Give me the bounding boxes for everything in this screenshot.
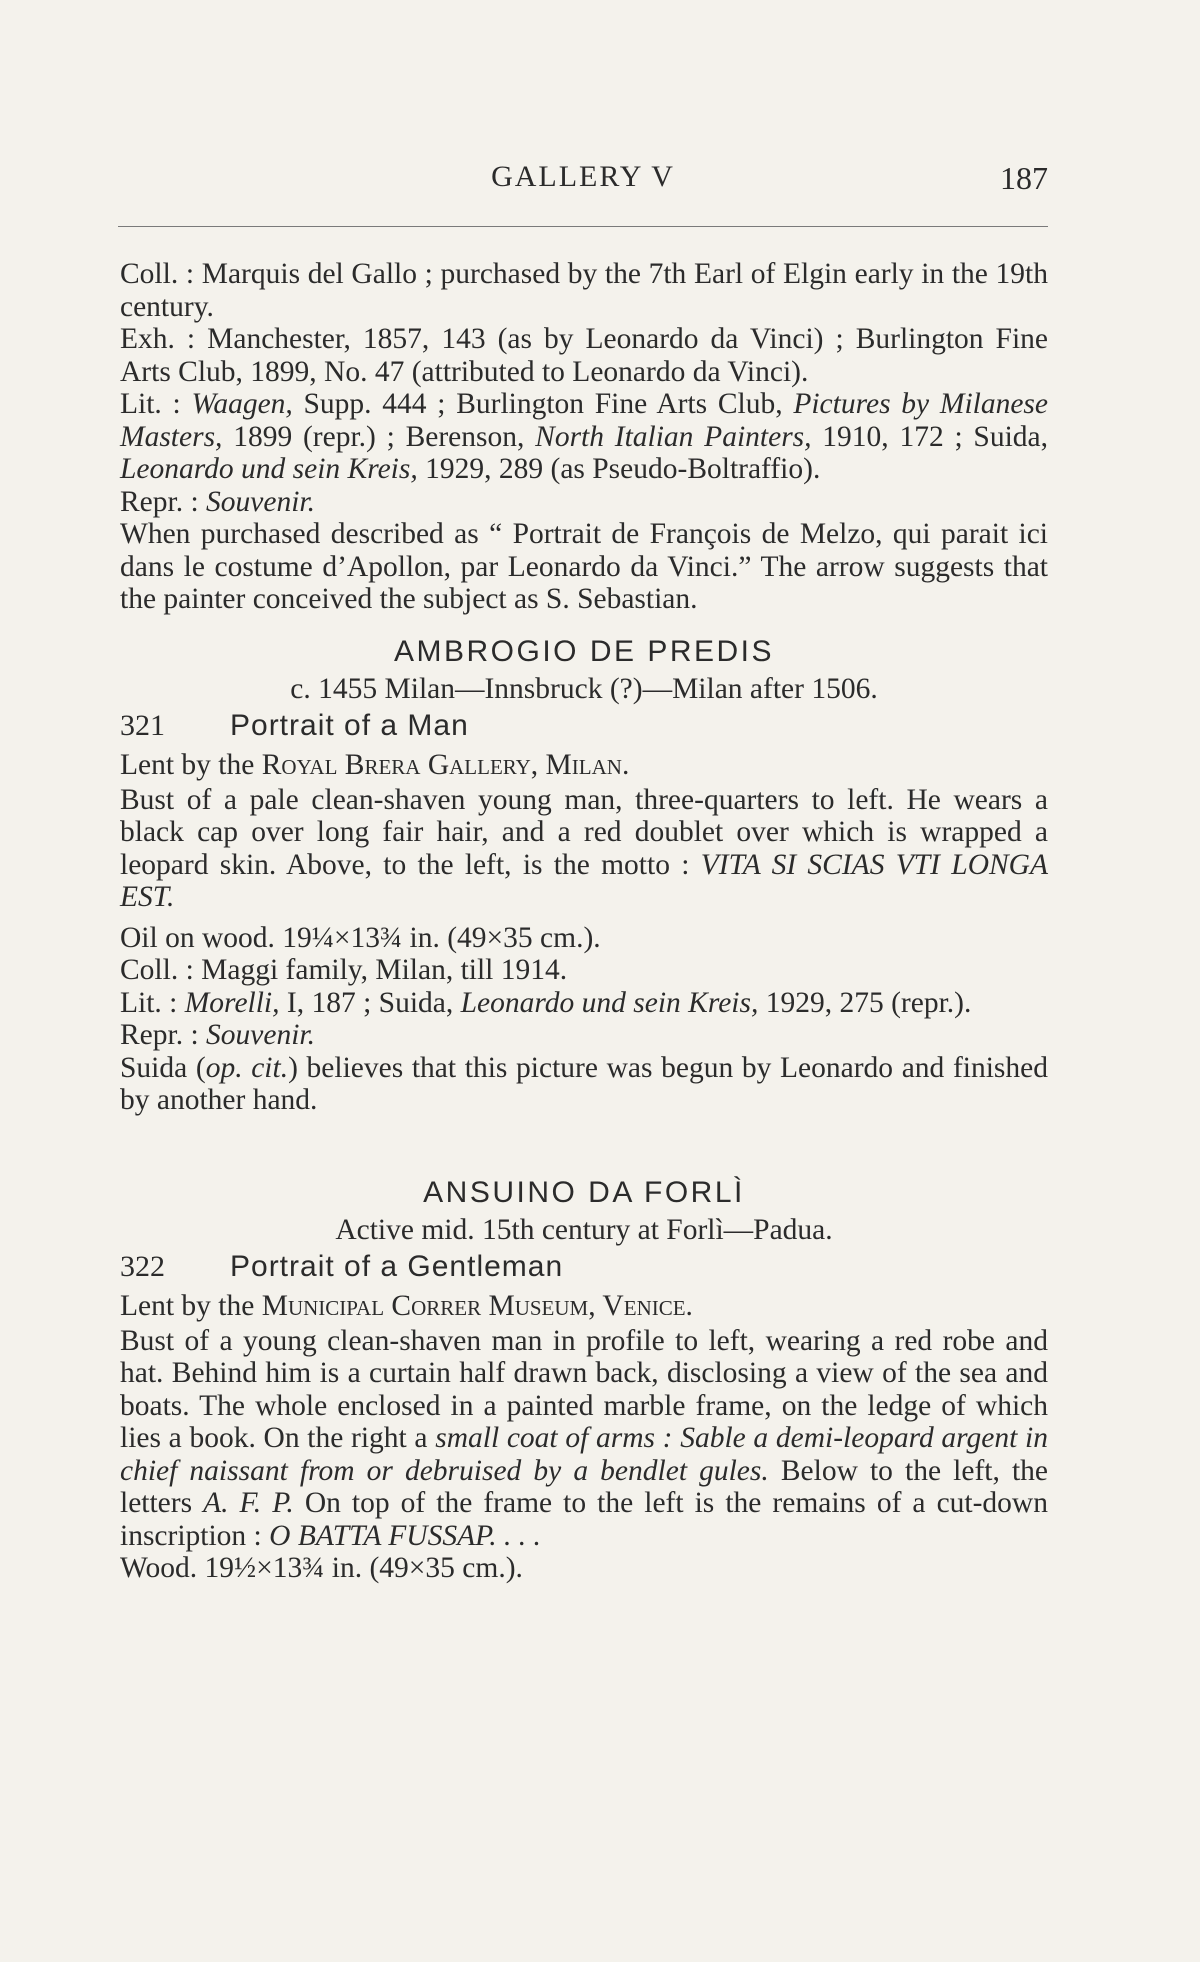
lent-by-line: Lent by the Royal Brera Gallery, Milan. (120, 748, 630, 781)
medium-line: Wood. 19½×13¾ in. (49×35 cm.). (120, 1552, 523, 1584)
medium-line: Oil on wood. 19¼×13¾ in. (49×35 cm.). (120, 921, 601, 954)
lit-line: Lit. : Morelli, I, 187 ; Suida, Leonardo und sein Kreis, 1929, 275 (repr.). (120, 986, 972, 1019)
page-body (120, 258, 1048, 1585)
coll-line: Coll. : Marquis del Gallo ; purchased by the 7th Earl of Elgin early in the 19th century. (120, 258, 1048, 323)
running-head: GALLERY V (491, 160, 675, 193)
artist-dates: c. 1455 Milan—Innsbruck (?)—Milan after 1506. (290, 672, 878, 705)
lent-by-line: Lent by the Municipal Correr Museum, Venice. (120, 1289, 693, 1322)
repr-line: Repr. : Souvenir. (120, 1019, 316, 1051)
artist-heading: ANSUINO DA FORLÌ (423, 1175, 745, 1209)
header-rule (118, 226, 1048, 227)
page-header (118, 160, 1048, 220)
catalogue-number: 321 (120, 708, 165, 742)
description-paragraph: Bust of a pale clean-shaven young man, three-quarters to left. He wears a black cap over long fair hair, and a red doublet over which is wrapped a leopard skin. Above, to the left, is the motto : VITA SI SCIAS VTI LONGA EST. (120, 783, 1048, 913)
coll-line: Coll. : Maggi family, Milan, till 1914. (120, 954, 568, 986)
exh-line: Exh. : Manchester, 1857, 143 (as by Leonardo da Vinci) ; Burlington Fine Arts Club, 1899, No. 47 (attributed to Leonardo da Vinci). (120, 323, 1048, 388)
artwork-title: Portrait of a Man (230, 708, 469, 742)
description-paragraph: Bust of a young clean-shaven man in profile to left, wearing a red robe and hat. Behind him is a curtain half drawn back, disclosing a view of the sea and boats. The whole enclosed in a painted marble frame, on the ledge of which lies a book. On the right a small coat of arms : Sable a demi-leopard argent in chief naissant from or debruised by a bendlet gules. Below to the left, the letters A. F. P. On top of the frame to the left is the remains of a cut-down inscription : O BATTA FUSSAP. . . . (120, 1324, 1048, 1552)
repr-line: Repr. : Souvenir. (120, 485, 316, 518)
catalogue-number: 322 (120, 1249, 165, 1283)
lit-line: Lit. : Waagen, Supp. 444 ; Burlington Fine Arts Club, Pictures by Milanese Masters, 1899 (repr.) ; Berenson, North Italian Painters, 1910, 172 ; Suida, Leonardo und sein Kreis, 1929, 289 (as Pseudo-Boltraffio). (120, 388, 1048, 485)
artwork-title: Portrait of a Gentleman (230, 1249, 564, 1283)
artist-dates: Active mid. 15th century at Forlì—Padua. (335, 1213, 833, 1246)
catalogue-entry-title (120, 706, 1048, 746)
catalogue-entry-title (120, 1247, 1048, 1287)
artist-heading: AMBROGIO DE PREDIS (393, 634, 775, 668)
note-paragraph: When purchased described as “ Portrait de François de Melzo, qui parait ici dans le costume d’Apollon, par Leonardo da Vinci.” The arrow suggests that the painter conceived the subject as S. Sebastian. (120, 518, 1048, 615)
note-paragraph: Suida (op. cit.) believes that this picture was begun by Leonardo and finished by another hand. (120, 1051, 1048, 1116)
page-number: 187 (1000, 160, 1048, 196)
